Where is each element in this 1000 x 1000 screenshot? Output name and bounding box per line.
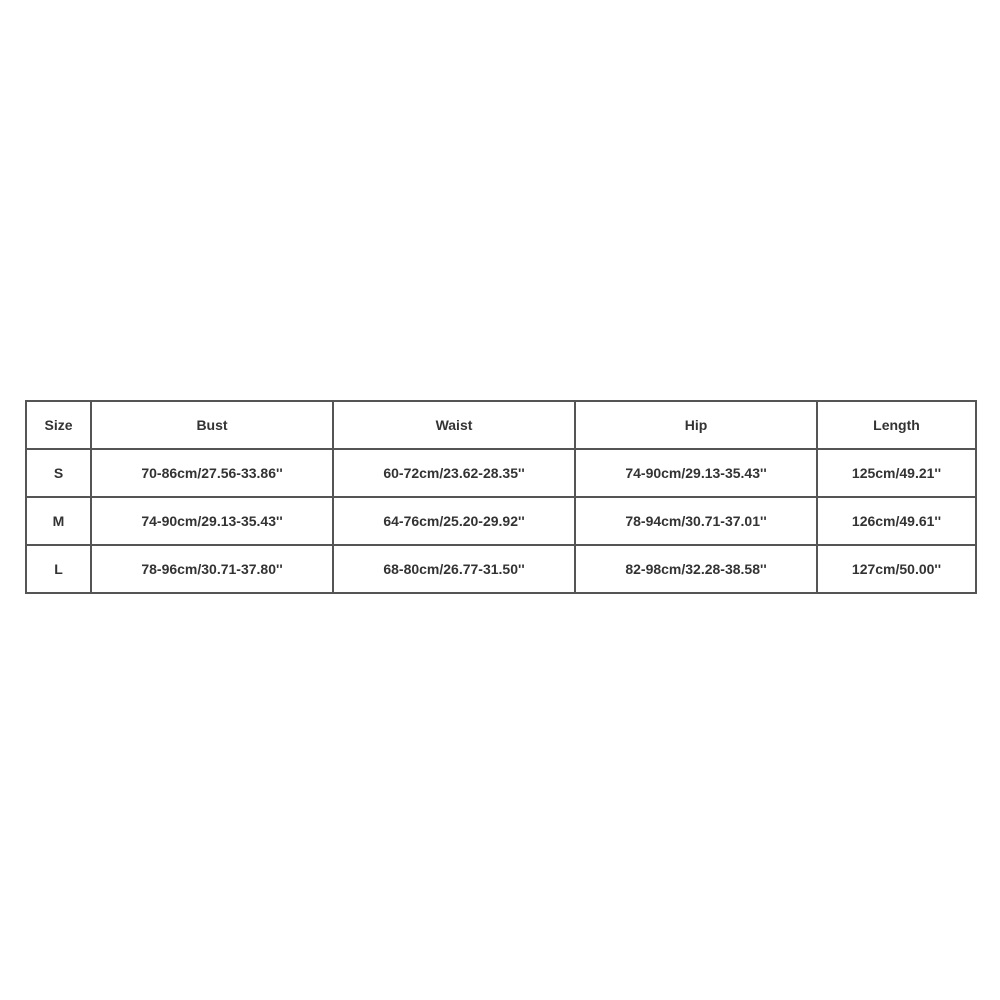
waist-cell: 64-76cm/25.20-29.92'' (333, 497, 575, 545)
table-header-row (26, 401, 976, 449)
bust-cell: 70-86cm/27.56-33.86'' (91, 449, 333, 497)
table-row (26, 449, 976, 497)
header-bust: Bust (91, 401, 333, 449)
hip-cell: 78-94cm/30.71-37.01'' (575, 497, 817, 545)
header-length: Length (817, 401, 976, 449)
table-row (26, 545, 976, 593)
size-cell: L (26, 545, 91, 593)
size-cell: S (26, 449, 91, 497)
length-cell: 126cm/49.61'' (817, 497, 976, 545)
bust-cell: 74-90cm/29.13-35.43'' (91, 497, 333, 545)
hip-cell: 74-90cm/29.13-35.43'' (575, 449, 817, 497)
size-chart-table (25, 400, 977, 594)
header-waist: Waist (333, 401, 575, 449)
size-cell: M (26, 497, 91, 545)
waist-cell: 60-72cm/23.62-28.35'' (333, 449, 575, 497)
waist-cell: 68-80cm/26.77-31.50'' (333, 545, 575, 593)
header-size: Size (26, 401, 91, 449)
length-cell: 125cm/49.21'' (817, 449, 976, 497)
bust-cell: 78-96cm/30.71-37.80'' (91, 545, 333, 593)
length-cell: 127cm/50.00'' (817, 545, 976, 593)
table-row (26, 497, 976, 545)
hip-cell: 82-98cm/32.28-38.58'' (575, 545, 817, 593)
header-hip: Hip (575, 401, 817, 449)
